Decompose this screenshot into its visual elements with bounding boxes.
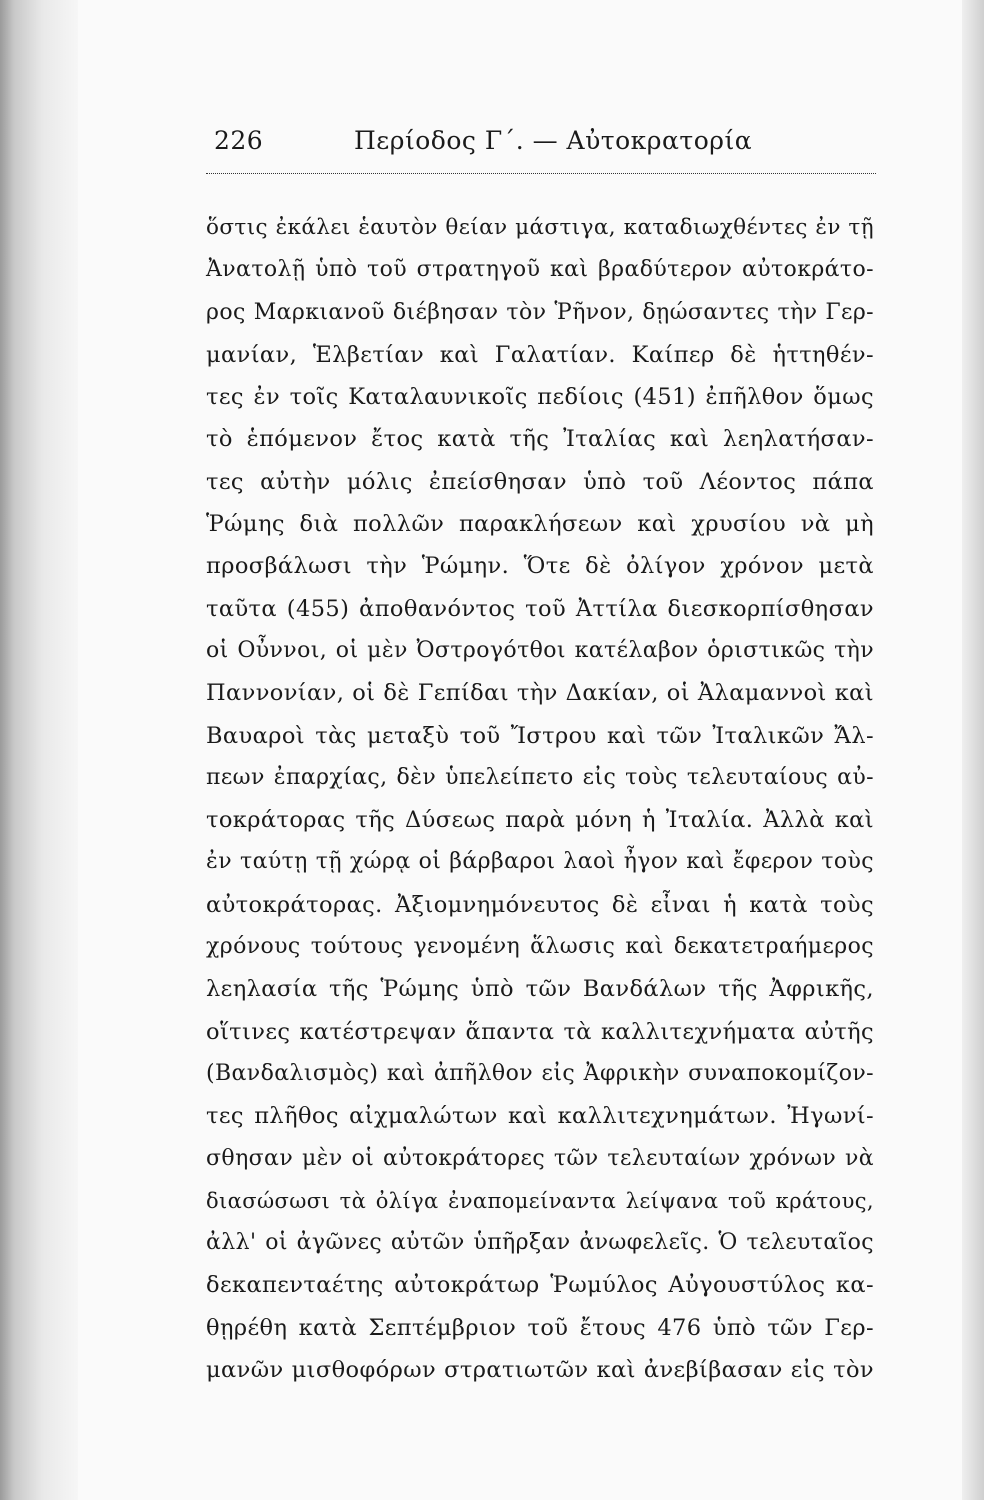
body-text — [206, 207, 874, 1391]
text-line: μανίαν, Ἑλβετίαν καὶ Γαλατίαν. Καίπερ δὲ ἡττηθέν- — [206, 341, 874, 368]
text-line: Παννονίαν, οἱ δὲ Γεπίδαι τὴν Δακίαν, οἱ Ἀλαμαννοὶ καὶ — [206, 680, 874, 707]
text-line: ρος Μαρκιανοῦ διέβησαν τὸν Ῥῆνον, δῃώσαντες τὴν Γερ- — [206, 299, 874, 325]
text-line: δεκαπενταέτης αὐτοκράτωρ Ῥωμύλος Αὐγουστύλος κα- — [206, 1272, 874, 1299]
header-divider — [206, 173, 876, 174]
text-line: μανῶν μισθοφόρων στρατιωτῶν καὶ ἀνεβίβασαν εἰς τὸν — [206, 1357, 874, 1384]
running-title: Περίοδος Γ΄. — Αὐτοκρατορία — [354, 126, 753, 155]
text-line: ἐν ταύτῃ τῇ χώρᾳ οἱ βάρβαροι λαοὶ ἦγον καὶ ἔφερον τοὺς — [206, 849, 874, 875]
text-line: τες ἐν τοῖς Καταλαυνικοῖς πεδίοις (451) ἐπῆλθον ὅμως — [206, 384, 874, 411]
page-edge-right — [962, 0, 984, 1500]
text-line: αὐτοκράτορας. Ἀξιομνημόνευτος δὲ εἶναι ἡ κατὰ τοὺς — [206, 891, 874, 918]
text-line: τὸ ἑπόμενον ἔτος κατὰ τῆς Ἰταλίας καὶ λεηλατήσαν- — [206, 426, 874, 453]
text-line: λεηλασία τῆς Ῥώμης ὑπὸ τῶν Βανδάλων τῆς Ἀφρικῆς, — [206, 976, 874, 1003]
text-line: ὅστις ἐκάλει ἑαυτὸν θείαν μάστιγα, καταδιωχθέντες ἐν τῇ — [206, 215, 874, 240]
text-line: χρόνους τούτους γενομένη ἅλωσις καὶ δεκατετραήμερος — [206, 934, 874, 960]
page-number: 226 — [214, 126, 264, 155]
text-line: τες αὐτὴν μόλις ἐπείσθησαν ὑπὸ τοῦ Λέοντος πάπα — [206, 468, 874, 495]
text-line: (Βανδαλισμὸς) καὶ ἀπῆλθον εἰς Ἀφρικὴν συναποκομίζον- — [206, 1060, 874, 1086]
text-line: ἀλλ' οἱ ἀγῶνες αὐτῶν ὑπῆρξαν ἀνωφελεῖς. Ὁ τελευταῖος — [206, 1230, 874, 1256]
text-line: θῃρέθη κατὰ Σεπτέμβριον τοῦ ἔτους 476 ὑπὸ τῶν Γερ- — [206, 1314, 874, 1341]
text-line: τοκράτορας τῆς Δύσεως παρὰ μόνη ἡ Ἰταλία. Ἀλλὰ καὶ — [206, 807, 874, 834]
text-line: οἵτινες κατέστρεψαν ἅπαντα τὰ καλλιτεχνήματα αὐτῆς — [206, 1018, 874, 1045]
text-line: Ῥώμης διὰ πολλῶν παρακλήσεων καὶ χρυσίου νὰ μὴ — [206, 511, 874, 538]
text-line: τες πλῆθος αἰχμαλώτων καὶ καλλιτεχνημάτων. Ἠγωνί- — [206, 1103, 874, 1130]
text-line: Ἀνατολῇ ὑπὸ τοῦ στρατηγοῦ καὶ βραδύτερον αὐτοκράτο- — [206, 257, 874, 283]
text-line: οἱ Οὖννοι, οἱ μὲν Ὀστρογότθοι κατέλαβον ὁριστικῶς τὴν — [206, 637, 874, 663]
text-line: διασώσωσι τὰ ὀλίγα ἐναπομείναντα λείψανα τοῦ κράτους, — [206, 1188, 874, 1213]
text-line: πεων ἐπαρχίας, δὲν ὑπελείπετο εἰς τοὺς τελευταίους αὐ- — [206, 764, 874, 790]
text-line: σθησαν μὲν οἱ αὐτοκράτορες τῶν τελευταίων χρόνων νὰ — [206, 1145, 874, 1171]
text-line: ταῦτα (455) ἀποθανόντος τοῦ Ἀττίλα διεσκορπίσθησαν — [206, 595, 874, 622]
text-line: προσβάλωσι τὴν Ῥώμην. Ὅτε δὲ ὀλίγον χρόνον μετὰ — [206, 553, 874, 580]
page-header — [214, 124, 874, 164]
text-line: Βαυαροὶ τὰς μεταξὺ τοῦ Ἴστρου καὶ τῶν Ἰταλικῶν Ἄλ- — [206, 722, 874, 749]
page-edge-shadow — [0, 0, 78, 1500]
